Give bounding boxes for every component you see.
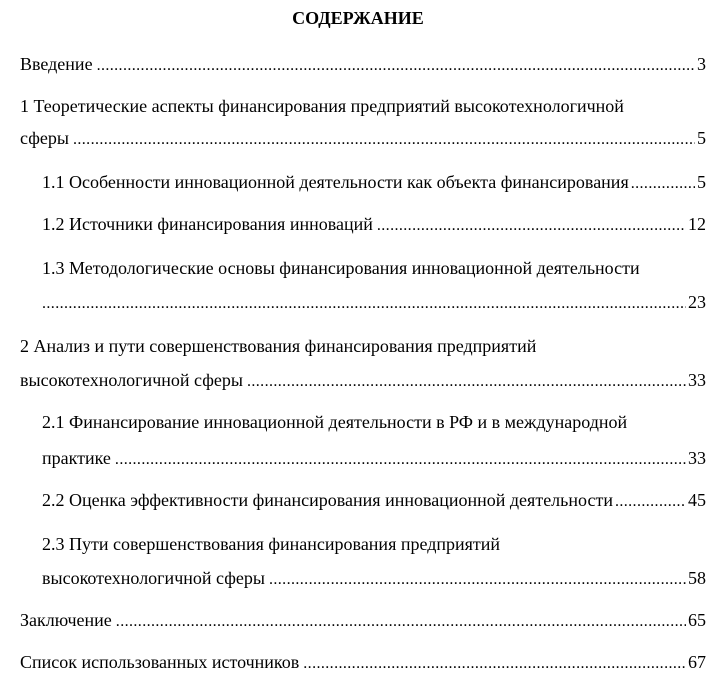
dot-leader [73,128,695,152]
toc-entry-text: Заключение [20,610,112,630]
toc-entry-text: Введение [20,54,93,74]
toc-entry-2-2[interactable] [42,488,706,512]
toc-page-number: 33 [688,370,706,390]
toc-page-number: 65 [688,610,706,630]
toc-entry-text: практике [42,448,111,468]
toc-entry-1-3[interactable] [42,290,706,314]
toc-entry-1-2[interactable] [42,212,706,236]
dot-leader [116,610,686,634]
toc-entry-1-1[interactable] [42,170,706,194]
toc-entry-2-3-line1[interactable]: 2.3 Пути совершенствования финансирования предприятий [42,534,501,554]
dot-leader [269,568,686,592]
toc-entry-text: 1.1 Особенности инновационной деятельности как объекта финансирования [42,172,629,192]
toc-entry-text: 2.2 Оценка эффективности финансирования инновационной деятельности [42,490,613,510]
toc-page-number: 5 [697,128,706,148]
toc-entry-2-1[interactable] [42,446,706,470]
toc-entry-text: Список использованных источников [20,652,300,672]
page-title: СОДЕРЖАНИЕ [292,8,424,28]
toc-entry-1-3-line1[interactable]: 1.3 Методологические основы финансирования инновационной деятельности [42,258,640,278]
toc-page-number: 3 [697,54,706,74]
dot-leader [115,448,686,472]
dot-leader [377,214,686,238]
toc-entry-text: высокотехнологичной сферы [20,370,243,390]
toc-page-number: 58 [688,568,706,588]
dot-leader [631,172,695,196]
dot-leader [247,370,686,394]
toc-entry-ch2[interactable] [20,368,706,392]
toc-page-number: 33 [688,448,706,468]
toc-entry-text: сферы [20,128,69,148]
dot-leader [615,490,686,514]
dot-leader [303,652,686,676]
toc-page-number: 23 [688,292,706,312]
toc-page-number: 67 [688,652,706,672]
toc-entry-conclusion[interactable] [20,608,706,632]
toc-entry-intro[interactable] [20,52,706,76]
toc-entry-ch2-line1[interactable]: 2 Анализ и пути совершенствования финансирования предприятий [20,336,537,356]
toc-entry-ch1-line1[interactable]: 1 Теоретические аспекты финансирования предприятий высокотехнологичной [20,96,624,116]
toc-page-number: 5 [697,172,706,192]
toc-entry-ch1[interactable] [20,126,706,150]
dot-leader [42,292,686,316]
toc-entry-2-1-line1[interactable]: 2.1 Финансирование инновационной деятельности в РФ и в международной [42,412,628,432]
toc-entry-2-3[interactable] [42,566,706,590]
toc-page-number: 12 [688,214,706,234]
toc-entry-text: высокотехнологичной сферы [42,568,265,588]
toc-entry-text: 1.2 Источники финансирования инноваций [42,214,373,234]
toc-entry-sources[interactable] [20,650,706,674]
toc-page-number: 45 [688,490,706,510]
dot-leader [97,54,695,78]
